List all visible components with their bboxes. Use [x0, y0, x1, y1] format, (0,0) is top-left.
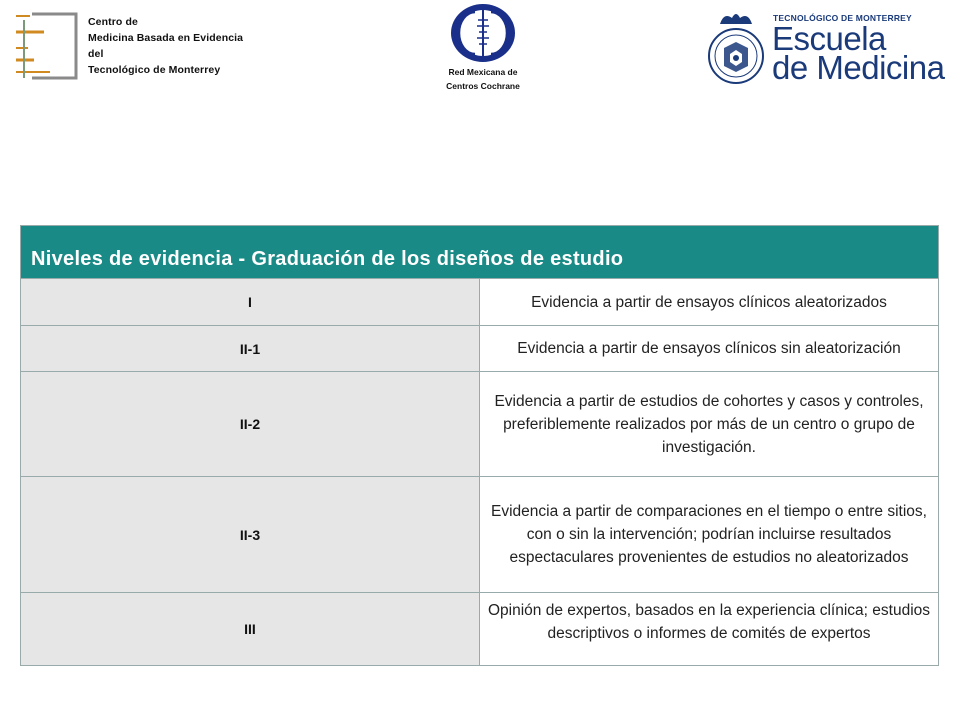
level-cell: II-2 — [21, 372, 480, 477]
description-cell: Opinión de expertos, basados en la experiencia clínica; estudios descriptivos o informes de comités de expertos — [480, 593, 939, 666]
escuela-logo-line-1: Escuela — [772, 20, 886, 57]
escuela-logo-tagline: TECNOLÓGICO DE MONTERREY — [773, 13, 912, 23]
cochrane-line-2: Centros Cochrane — [446, 81, 520, 91]
table-header-row — [21, 226, 939, 279]
table-row — [21, 326, 939, 372]
cmbe-line-2: Medicina Basada en Evidencia — [88, 32, 244, 44]
level-cell: III — [21, 593, 480, 666]
description-cell: Evidencia a partir de ensayos clínicos aleatorizados — [480, 279, 939, 326]
level-cell: II-1 — [21, 326, 480, 372]
cochrane-logo — [428, 2, 538, 98]
cmbe-line-1: Centro de — [88, 16, 138, 28]
description-cell: Evidencia a partir de comparaciones en el tiempo o entre sitios, con o sin la intervención; podrían incluirse resultados espectaculares provenientes de estudios no aleatorizados — [480, 477, 939, 593]
tec-seal-icon — [706, 10, 766, 92]
cochrane-logo-text — [428, 65, 538, 93]
level-cell: II-3 — [21, 477, 480, 593]
table-row — [21, 279, 939, 326]
cochrane-logo-icon — [447, 2, 519, 64]
escuela-logo-title — [772, 20, 945, 86]
description-cell: Evidencia a partir de estudios de cohortes y casos y controles, preferiblemente realizados por más de un centro o grupo de investigación. — [480, 372, 939, 477]
escuela-logo — [706, 6, 956, 96]
cmbe-logo-text — [88, 14, 243, 78]
table-title: Niveles de evidencia - Graduación de los diseños de estudio — [21, 226, 939, 279]
table-row — [21, 593, 939, 666]
cmbe-logo — [14, 12, 264, 84]
cmbe-logo-icon — [14, 12, 80, 80]
cochrane-line-1: Red Mexicana de — [448, 67, 518, 77]
cmbe-line-4: Tecnológico de Monterrey — [88, 64, 221, 76]
table-row — [21, 477, 939, 593]
evidence-levels-table — [20, 225, 939, 666]
description-cell: Evidencia a partir de ensayos clínicos sin aleatorización — [480, 326, 939, 372]
table-row — [21, 372, 939, 477]
level-cell: I — [21, 279, 480, 326]
cmbe-line-3: del — [88, 48, 104, 60]
escuela-logo-line-2: de Medicina — [772, 49, 945, 86]
